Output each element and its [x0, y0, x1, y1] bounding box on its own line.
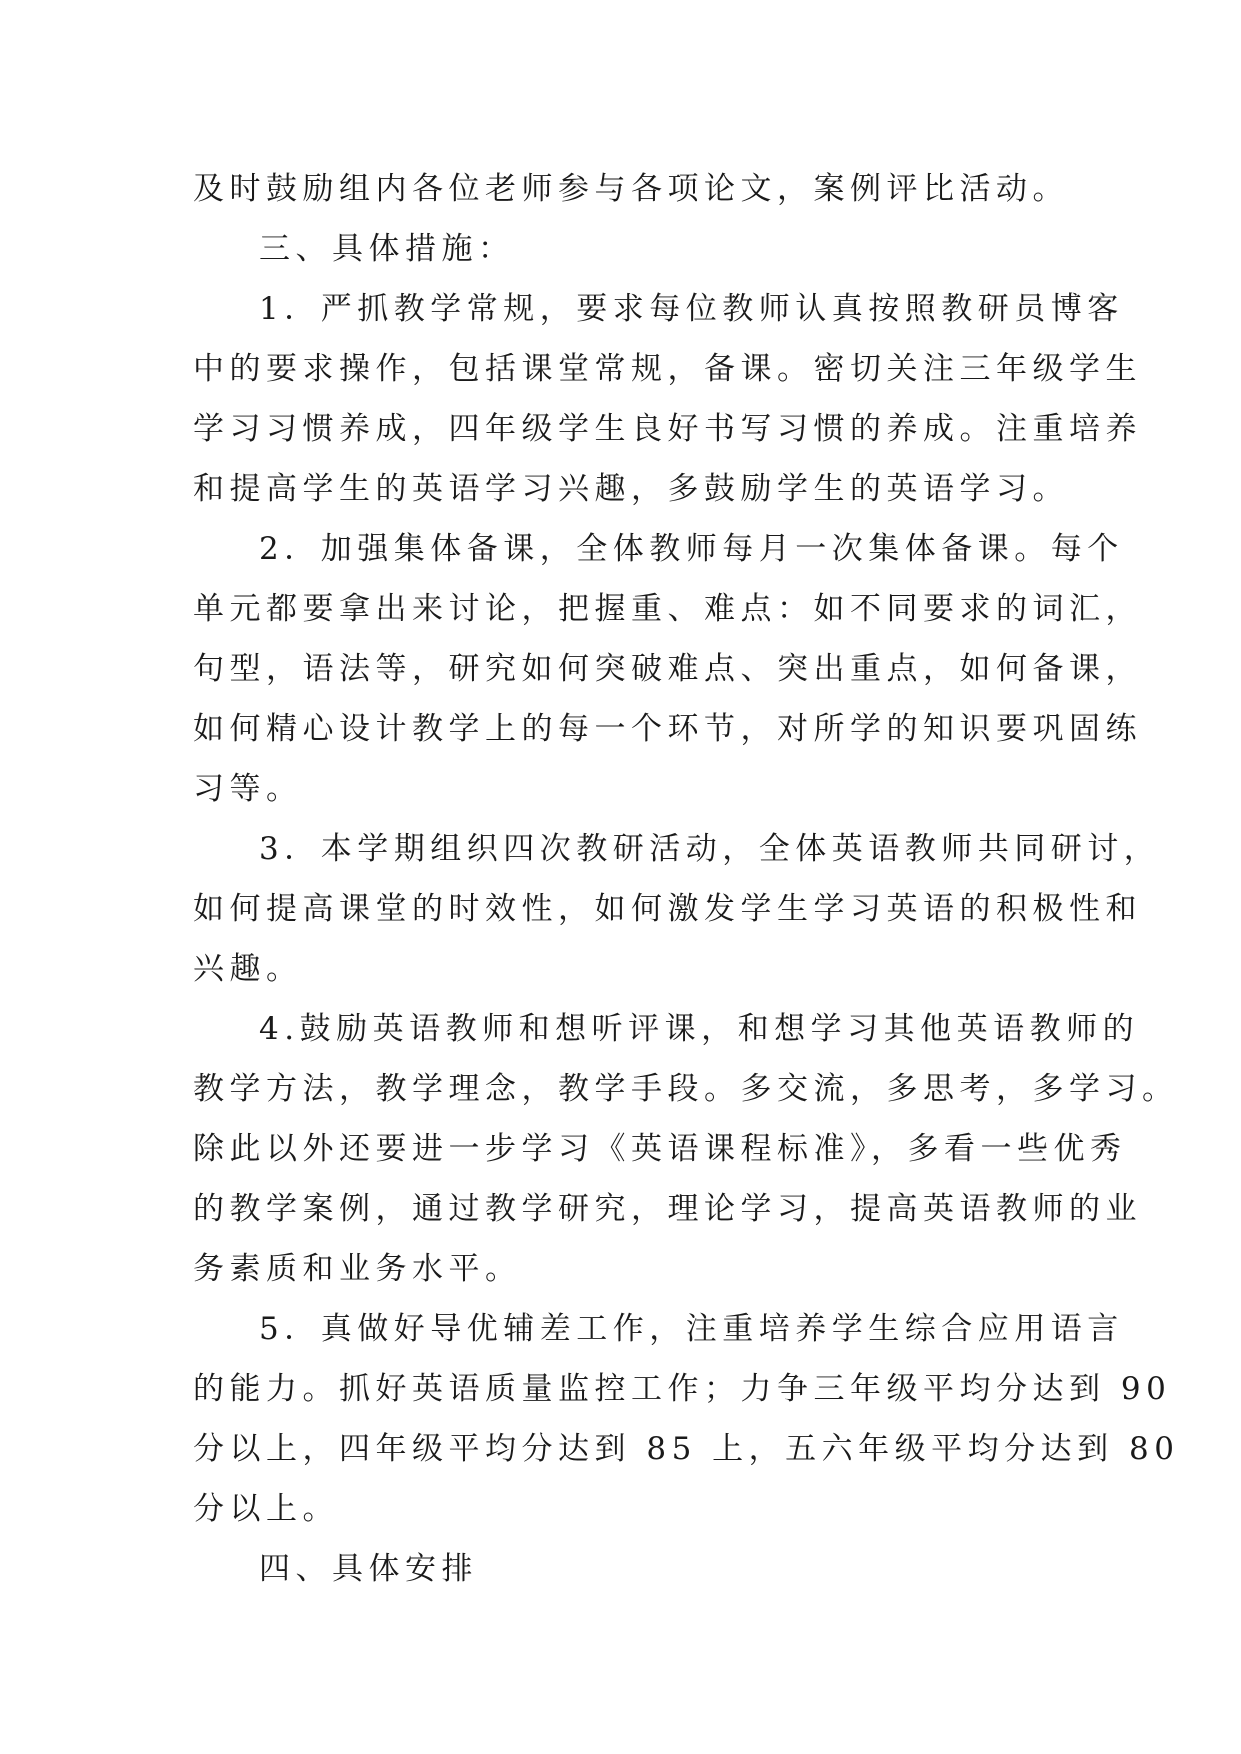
text-line: 如何精心设计教学上的每一个环节，对所学的知识要巩固练: [193, 711, 1142, 747]
text-line: 单元都要拿出来讨论，把握重、难点：如不同要求的词汇，: [193, 591, 1142, 627]
text-line: 分以上，四年级平均分达到 85 上，五六年级平均分达到 80: [193, 1431, 1180, 1467]
text-line: 的能力。抓好英语质量监控工作；力争三年级平均分达到 90: [193, 1371, 1172, 1407]
section-heading-measures: 三、具体措施：: [259, 231, 515, 267]
text-line: 如何提高课堂的时效性，如何激发学生学习英语的积极性和: [193, 891, 1142, 927]
text-line: 教学方法，教学理念，教学手段。多交流，多思考，多学习。: [193, 1071, 1179, 1107]
text-line: 务素质和业务水平。: [193, 1251, 522, 1287]
text-line: 分以上。: [193, 1491, 339, 1527]
text-line: 兴趣。: [193, 951, 303, 987]
text-line: 1．严抓教学常规，要求每位教师认真按照教研员博客: [259, 291, 1124, 327]
text-line: 句型，语法等，研究如何突破难点、突出重点，如何备课，: [193, 651, 1142, 687]
document-body: [193, 159, 1180, 1599]
text-line: 4.鼓励英语教师和想听评课，和想学习其他英语教师的: [259, 1011, 1140, 1047]
section-heading-arrangement: 四、具体安排: [259, 1551, 478, 1587]
text-line: 和提高学生的英语学习兴趣，多鼓励学生的英语学习。: [193, 471, 1069, 507]
text-line: 学习习惯养成，四年级学生良好书写习惯的养成。注重培养: [193, 411, 1142, 447]
text-line: 习等。: [193, 771, 303, 807]
text-line: 及时鼓励组内各位老师参与各项论文，案例评比活动。: [193, 171, 1069, 207]
text-line: 5．真做好导优辅差工作，注重培养学生综合应用语言: [259, 1311, 1124, 1347]
text-line: 除此以外还要进一步学习《英语课程标准》，多看一些优秀: [193, 1131, 1127, 1167]
text-line: 2．加强集体备课，全体教师每月一次集体备课。每个: [259, 531, 1124, 567]
text-line: 3．本学期组织四次教研活动，全体英语教师共同研讨，: [259, 831, 1161, 867]
text-line: 的教学案例，通过教学研究，理论学习，提高英语教师的业: [193, 1191, 1142, 1227]
text-line: 中的要求操作，包括课堂常规，备课。密切关注三年级学生: [193, 351, 1142, 387]
